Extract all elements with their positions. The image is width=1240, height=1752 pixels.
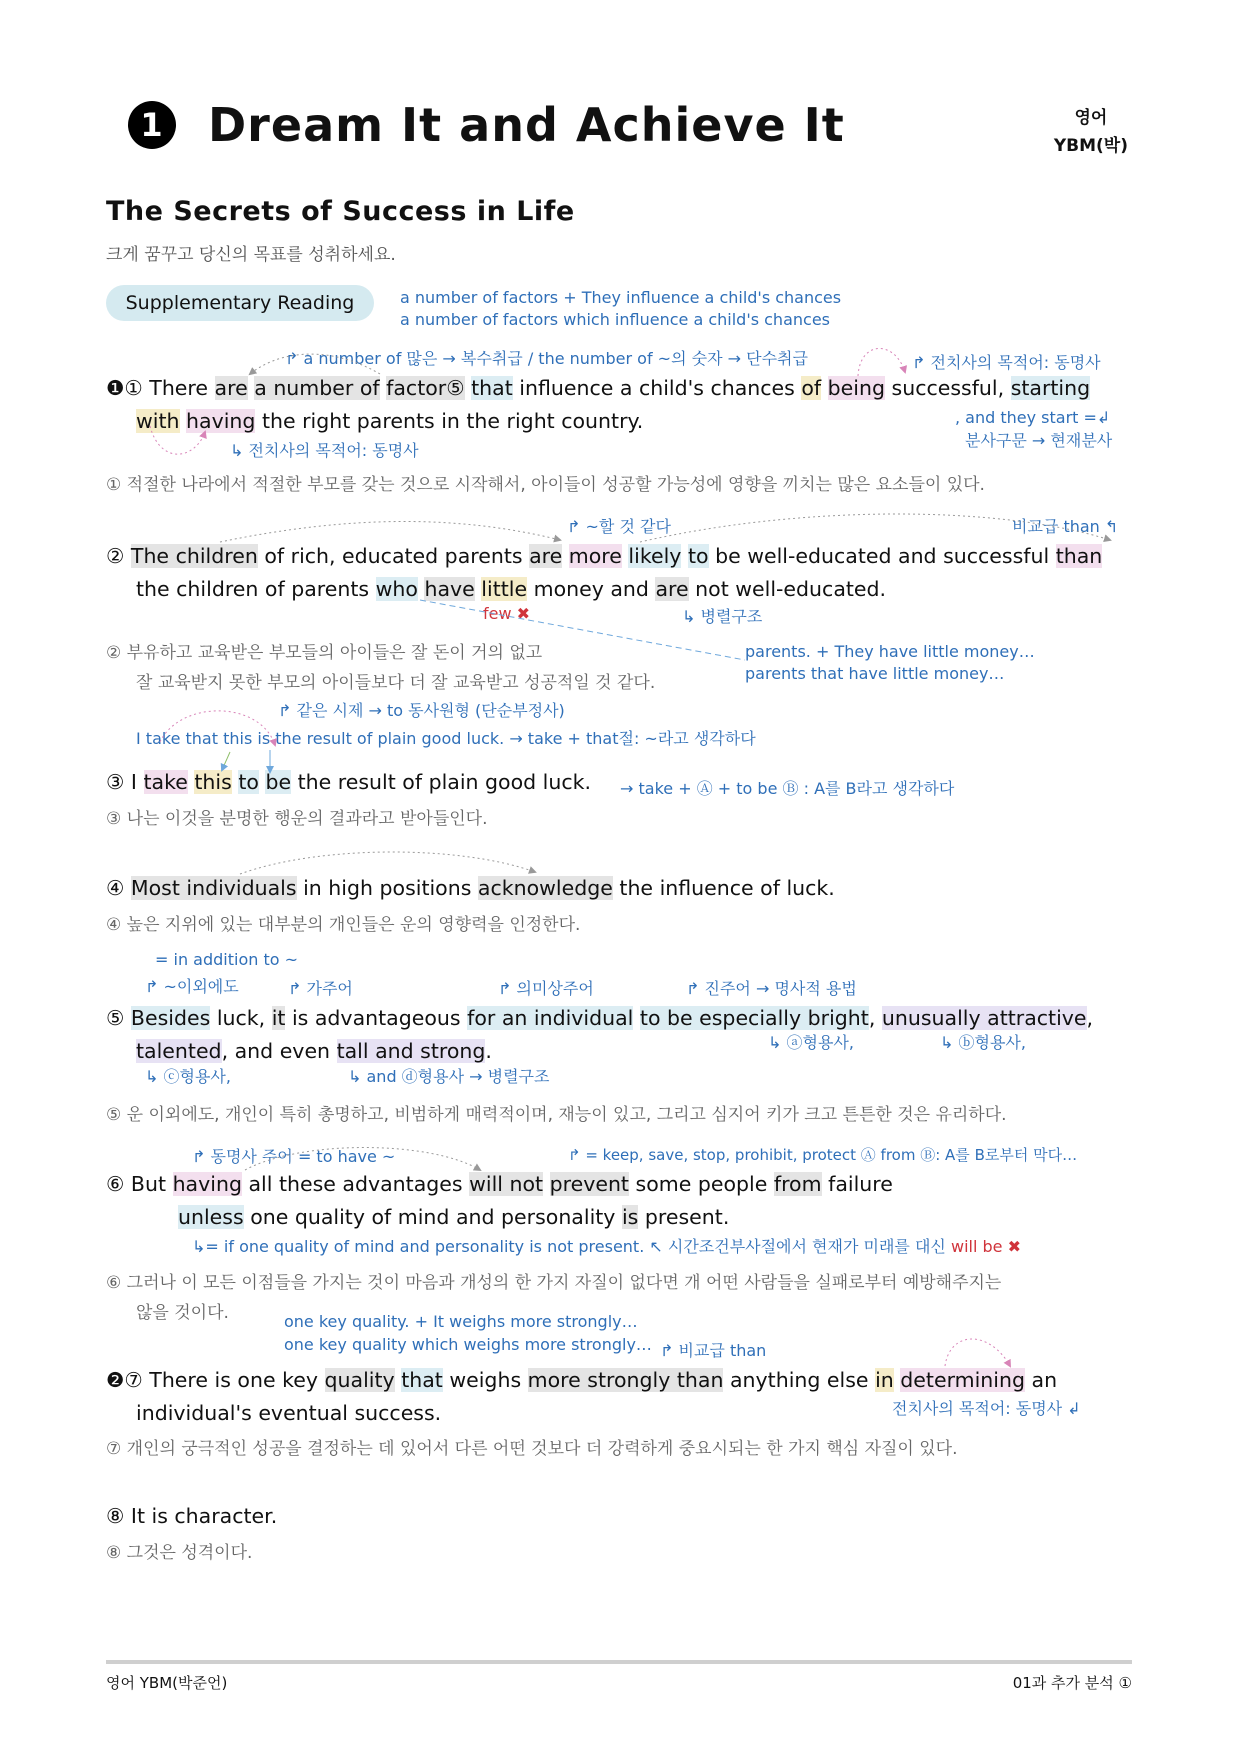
word-are: are [655, 577, 689, 601]
translation-2-line-1: ② 부유하고 교육받은 부모들의 아이들은 잘 돈이 거의 없고 [106, 643, 543, 663]
word: failure [828, 1172, 893, 1196]
arrow-who-parents [420, 600, 745, 660]
word: be well-educated and successful [715, 544, 1050, 568]
note-s7-rel2: one key quality which weighs more strongly… [284, 1335, 652, 1354]
word: the right parents in the right country. [261, 409, 644, 433]
note-s2-likely: ↱ ~할 것 같다 [567, 517, 671, 536]
word: weighs [449, 1368, 522, 1392]
word: successful, [891, 376, 1005, 400]
period: . [485, 1039, 492, 1063]
word-having: having [172, 1172, 242, 1196]
lesson-number-badge: 1 [128, 101, 176, 149]
word-to: to [687, 544, 709, 568]
note-s5-to: ↱ 진주어 → 명사적 용법 [686, 979, 857, 998]
note-s6-gerund: ↱ 동명사 주어 = to have ~ [192, 1147, 396, 1166]
arrow-factor-are [250, 354, 380, 374]
translation-8: ⑧ 그것은 성격이다. [106, 1543, 253, 1563]
note-s1-participle: 분사구문 → 현재분사 [965, 431, 1113, 450]
word-are: are [214, 376, 248, 400]
word: I [130, 770, 137, 794]
word-besides: Besides [130, 1006, 211, 1030]
word: some people [635, 1172, 768, 1196]
arrow-more-than [640, 514, 1110, 542]
note-s3-take: → take + Ⓐ + to be Ⓑ : A를 B라고 생각하다 [620, 779, 955, 798]
word-more: more [568, 544, 622, 568]
word-the-children: The children [130, 544, 258, 568]
note-s5-d: ↳ and ⓓ형용사 → 병렬구조 [348, 1067, 550, 1086]
word: But [130, 1172, 167, 1196]
note-s1-prep: ↱ 전치사의 목적어: 동명사 [912, 353, 1101, 372]
word: luck, [216, 1006, 266, 1030]
word-having: having [186, 409, 256, 433]
word-than: than [1055, 544, 1103, 568]
word: is advantageous [291, 1006, 461, 1030]
word: influence a child's chances [519, 376, 795, 400]
translation-4: ④ 높은 지위에 있는 대부분의 개인들은 운의 영향력을 인정한다. [106, 915, 581, 935]
sentence-number: ③ [106, 770, 125, 794]
word-take: take [143, 770, 188, 794]
word-unless: unless [178, 1205, 244, 1229]
sentence-number: ❷⑦ [106, 1368, 143, 1392]
sentence-number: ❶① [106, 376, 143, 400]
arrow-having-willnot [245, 1148, 480, 1171]
subject: 영어 [1074, 108, 1108, 128]
word: There is one key [149, 1368, 318, 1392]
arrow-this-to [222, 752, 230, 770]
note-s1-rel2: a number of factors which influence a child's chances [400, 310, 830, 329]
arrow-in-determining [945, 1339, 1010, 1366]
note-s5-b: ↳ ⓑ형용사, [940, 1033, 1026, 1052]
word-this: this [194, 770, 232, 794]
note-s7-rel1: one key quality. + It weighs more strongly… [284, 1312, 638, 1331]
word-to-be-bright: to be especially bright [639, 1006, 869, 1030]
word-are: are [529, 544, 563, 568]
word-unusually-attractive: unusually attractive [881, 1006, 1087, 1030]
word-starting: starting [1010, 376, 1091, 400]
arrow-take-this [160, 711, 275, 745]
supplementary-reading-badge: Supplementary Reading [106, 285, 374, 321]
word-factor: factor⑤ [386, 376, 465, 400]
word-a-number-of: a number of [254, 376, 380, 400]
word-is: is [621, 1205, 639, 1229]
note-s1-start: , and they start =↲ [955, 408, 1111, 427]
sentence-number: ⑤ [106, 1006, 125, 1030]
note-s5-inaddition: = in addition to ~ [155, 950, 299, 969]
few-text: few [483, 604, 512, 623]
note-s1-prep2: ↳ 전치사의 목적어: 동명사 [230, 441, 419, 460]
word: the result of plain good luck. [297, 770, 592, 794]
note-s5-c: ↳ ⓒ형용사, [145, 1067, 231, 1086]
word: the influence of luck. [619, 876, 835, 900]
sentence-7-line-2: individual's eventual success. [136, 1401, 442, 1425]
word: all these advantages [248, 1172, 463, 1196]
note-s2-rel1: parents. + They have little money… [745, 642, 1035, 661]
sentence-number: ⑥ [106, 1172, 125, 1196]
note-s1-rel1: a number of factors + They influence a child's chances [400, 288, 842, 307]
translation-6-line-1: ⑥ 그러나 이 모든 이점들을 가지는 것이 마음과 개성의 한 가지 자질이 없다면 개 어떤 사람들을 실패로부터 예방해주지는 [106, 1273, 1002, 1293]
arrow-with-having [150, 426, 205, 454]
word-will-not: will not [469, 1172, 544, 1196]
word-of: of [801, 376, 822, 400]
sentence-number: ② [106, 544, 125, 568]
word-being: being [827, 376, 885, 400]
word: anything else [729, 1368, 869, 1392]
wrong-mark-icon: ✖ [516, 604, 531, 623]
word: , and even [221, 1039, 331, 1063]
word-likely: likely [628, 544, 682, 568]
comma: , [1086, 1006, 1094, 1030]
word-determining: determining [900, 1368, 1025, 1392]
publisher: YBM(박) [1053, 136, 1128, 156]
time-clause-note: ↖ 시간조건부사절에서 현재가 미래를 대신 [649, 1237, 946, 1256]
word-that: that [401, 1368, 443, 1392]
section-title: The Secrets of Success in Life [106, 196, 575, 227]
word-have: have [424, 577, 475, 601]
note-s5-besides: ↱ ~이외에도 [145, 977, 239, 996]
word: an [1031, 1368, 1058, 1392]
word-it: it [271, 1006, 286, 1030]
word-more-strongly-than: more strongly than [527, 1368, 724, 1392]
word-from: from [773, 1172, 822, 1196]
note-s2-parallel: ↳ 병렬구조 [682, 607, 763, 626]
note-s1-number: ↱ a number of 많은 → 복수취급 / the number of ~의 숫자 → 단수취급 [285, 349, 808, 368]
translation-2-line-2: 잘 교육받지 못한 부모의 아이들보다 더 잘 교육받고 성공적일 것 같다. [136, 673, 656, 693]
word-to: to [238, 770, 259, 794]
translation-6-line-2: 않을 것이다. [136, 1303, 229, 1323]
note-s2-rel2: parents that have little money… [745, 664, 1005, 683]
word-for-an-individual: for an individual [467, 1006, 634, 1030]
translation-3: ③ 나는 이것을 분명한 행운의 결과라고 받아들인다. [106, 809, 488, 829]
note-s3-alt: I take that this is the result of plain good luck. → take + that절: ~라고 생각하다 [136, 729, 756, 748]
word-that: that [471, 376, 513, 400]
note-s7-than: ↱ 비교급 than [660, 1341, 767, 1360]
note-s5-it: ↱ 가주어 [288, 979, 353, 998]
note-s6-prevent: ↱ = keep, save, stop, prohibit, protect Ⓐ from Ⓑ: A를 B로부터 막다… [568, 1146, 1078, 1164]
sentence-number: ④ [106, 876, 125, 900]
word: the children of parents [136, 577, 370, 601]
note-s2-than: 비교급 than ↰ [1012, 517, 1119, 536]
wrong-mark-icon: ✖ [1007, 1237, 1021, 1256]
translation-1: ① 적절한 나라에서 적절한 부모를 갖는 것으로 시작해서, 아이들이 성공할 가능성에 영향을 끼치는 많은 요소들이 있다. [106, 475, 985, 495]
word: of rich, educated parents [264, 544, 523, 568]
word: present. [644, 1205, 730, 1229]
if-clause: ↳= if one quality of mind and personality is not present. [192, 1237, 645, 1256]
note-s5-for: ↱ 의미상주어 [498, 979, 594, 998]
word: It is character. [130, 1504, 278, 1528]
word-quality: quality [324, 1368, 395, 1392]
note-s3-tense: ↱ 같은 시제 → to 동사원형 (단순부정사) [278, 701, 565, 720]
will-be-text: will be [950, 1237, 1003, 1256]
word: There [149, 376, 209, 400]
word-with: with [136, 409, 180, 433]
word-prevent: prevent [549, 1172, 629, 1196]
word: one quality of mind and personality [250, 1205, 616, 1229]
note-s7-prep: 전치사의 목적어: 동명사 ↲ [892, 1399, 1081, 1418]
word-in: in [875, 1368, 894, 1392]
arrow-children-are [220, 521, 560, 542]
arrow-of-being [858, 348, 905, 376]
word-little: little [481, 577, 528, 601]
comma: , [868, 1006, 876, 1030]
note-s5-a: ↳ ⓐ형용사, [768, 1033, 854, 1052]
word-who: who [375, 577, 418, 601]
word-be: be [265, 770, 292, 794]
word: money and [533, 577, 649, 601]
word-acknowledge: acknowledge [477, 876, 613, 900]
translation-5: ⑤ 운 이외에도, 개인이 특히 총명하고, 비범하게 매력적이며, 재능이 있고, 그리고 심지어 키가 크고 튼튼한 것은 유리하다. [106, 1105, 1007, 1125]
section-subtitle: 크게 꿈꾸고 당신의 목표를 성취하세요. [106, 245, 396, 265]
lesson-title: Dream It and Achieve It [208, 98, 845, 152]
translation-7: ⑦ 개인의 궁극적인 성공을 결정하는 데 있어서 다른 어떤 것보다 더 강력하게 중요시되는 한 가지 핵심 자질이 있다. [106, 1439, 958, 1459]
sentence-number: ⑧ [106, 1504, 125, 1528]
footer-right: 01과 추가 분석 ① [1012, 1674, 1132, 1692]
word: in high positions [303, 876, 472, 900]
word-tall-and-strong: tall and strong [336, 1039, 486, 1063]
word-most-individuals: Most individuals [130, 876, 297, 900]
arrow-individuals-acknowledge [240, 852, 535, 874]
word: not well-educated. [695, 577, 887, 601]
word-talented: talented [136, 1039, 222, 1063]
footer-left: 영어 YBM(박준언) [106, 1674, 228, 1692]
